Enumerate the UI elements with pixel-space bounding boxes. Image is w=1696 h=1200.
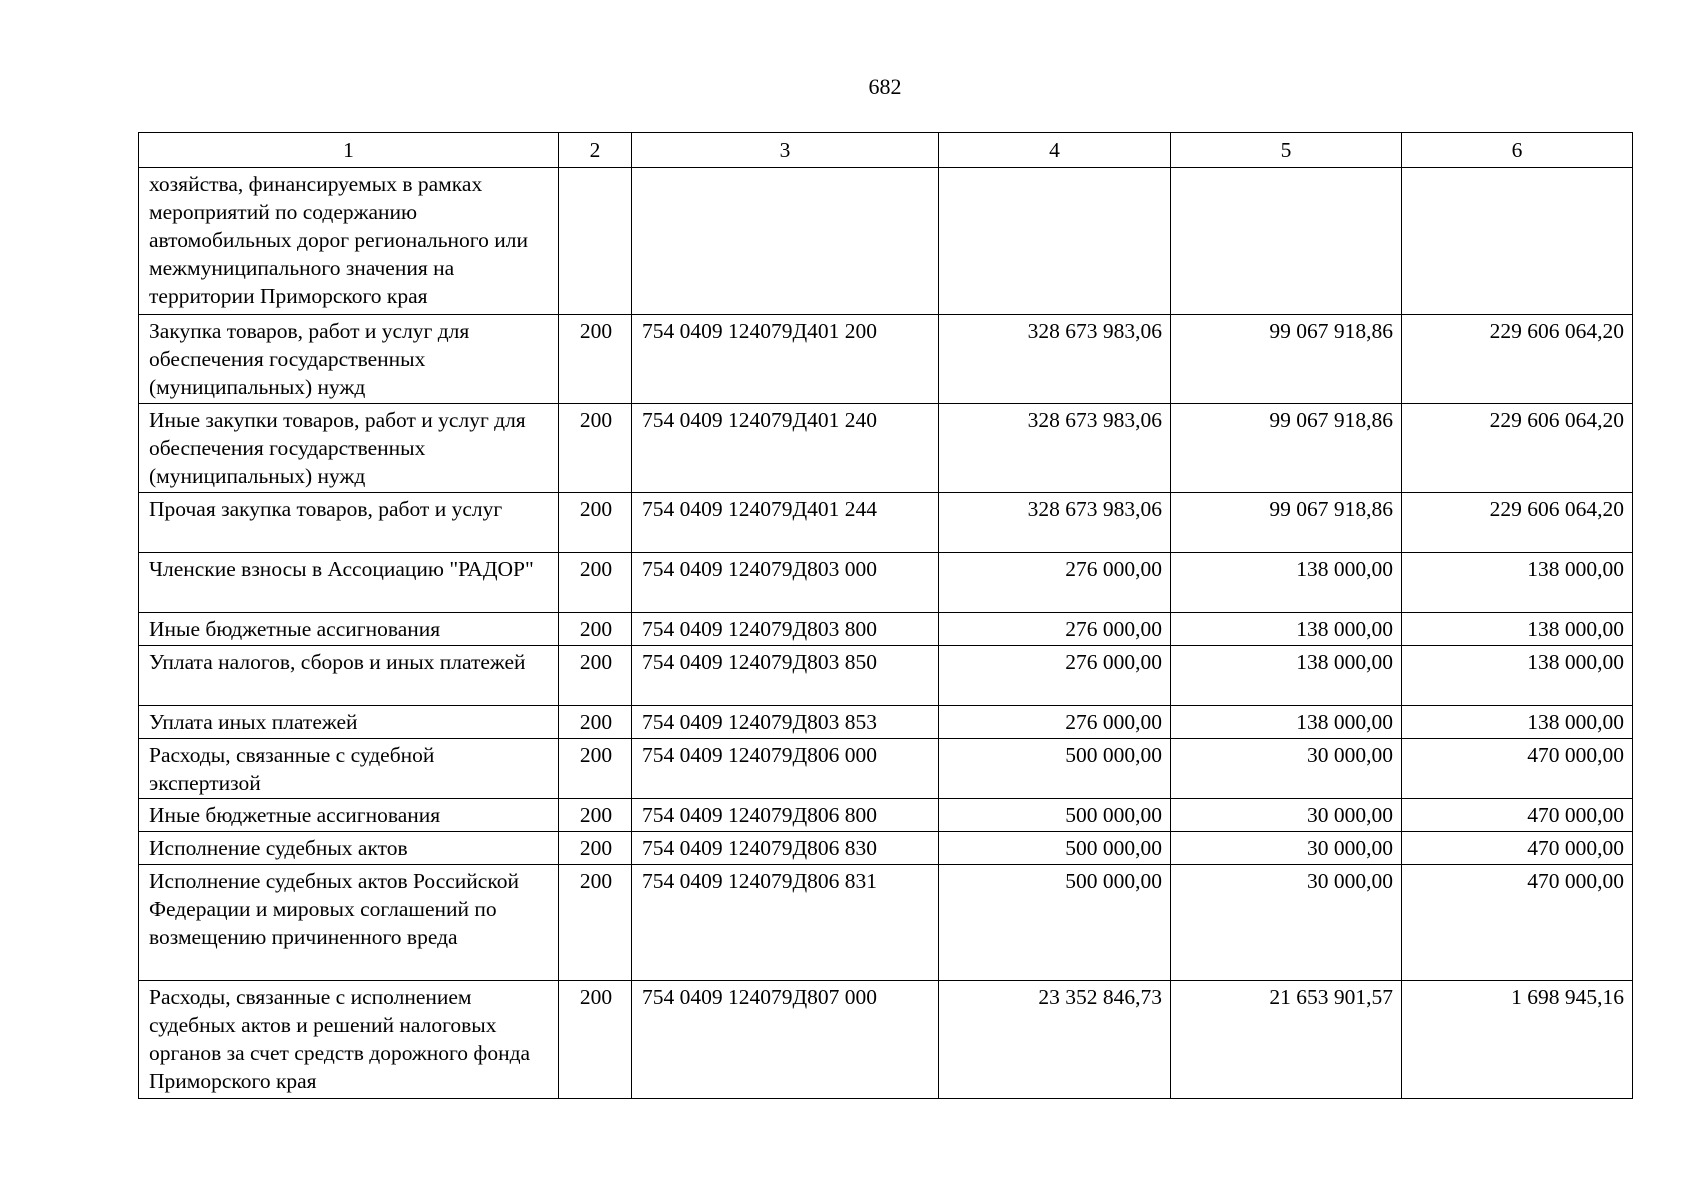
row-value-5: 99 067 918,86 bbox=[1171, 315, 1402, 404]
row-value-4: 328 673 983,06 bbox=[939, 315, 1171, 404]
row-value-4: 276 000,00 bbox=[939, 553, 1171, 613]
row-value-4: 328 673 983,06 bbox=[939, 404, 1171, 493]
row-classification: 754 0409 124079Д803 853 bbox=[632, 706, 939, 739]
page-number: 682 bbox=[868, 74, 902, 99]
row-classification: 754 0409 124079Д401 244 bbox=[632, 493, 939, 553]
row-value-4: 500 000,00 bbox=[939, 739, 1171, 799]
table-row bbox=[139, 315, 1633, 404]
row-value-6: 470 000,00 bbox=[1402, 799, 1633, 832]
table-row bbox=[139, 981, 1633, 1099]
table-row bbox=[139, 404, 1633, 493]
row-value-6: 138 000,00 bbox=[1402, 613, 1633, 646]
row-value-5: 99 067 918,86 bbox=[1171, 493, 1402, 553]
column-header-2: 2 bbox=[559, 133, 632, 168]
row-value-4: 500 000,00 bbox=[939, 865, 1171, 981]
row-name: Расходы, связанные с судебной экспертизой bbox=[139, 739, 559, 799]
row-value-5: 138 000,00 bbox=[1171, 706, 1402, 739]
column-header-3: 3 bbox=[632, 133, 939, 168]
row-code: 200 bbox=[559, 315, 632, 404]
row-value-6: 470 000,00 bbox=[1402, 865, 1633, 981]
table-row bbox=[139, 706, 1633, 739]
column-header-4: 4 bbox=[939, 133, 1171, 168]
row-classification: 754 0409 124079Д803 850 bbox=[632, 646, 939, 706]
row-value-6: 1 698 945,16 bbox=[1402, 981, 1633, 1099]
row-value-6: 229 606 064,20 bbox=[1402, 493, 1633, 553]
row-value-6 bbox=[1402, 168, 1633, 315]
row-name: Расходы, связанные с исполнением судебных актов и решений налоговых органов за счет средств дорожного фонда Приморского края bbox=[139, 981, 559, 1099]
row-name: Уплата налогов, сборов и иных платежей bbox=[139, 646, 559, 706]
row-classification: 754 0409 124079Д806 830 bbox=[632, 832, 939, 865]
row-code: 200 bbox=[559, 646, 632, 706]
table-row bbox=[139, 646, 1633, 706]
table-row bbox=[139, 865, 1633, 981]
header-row bbox=[139, 133, 1633, 168]
table-row bbox=[139, 613, 1633, 646]
row-value-4: 23 352 846,73 bbox=[939, 981, 1171, 1099]
row-value-4 bbox=[939, 168, 1171, 315]
row-code: 200 bbox=[559, 493, 632, 553]
table-row bbox=[139, 832, 1633, 865]
row-value-5: 30 000,00 bbox=[1171, 832, 1402, 865]
row-value-5 bbox=[1171, 168, 1402, 315]
row-code: 200 bbox=[559, 981, 632, 1099]
table-row bbox=[139, 168, 1633, 315]
row-value-4: 276 000,00 bbox=[939, 706, 1171, 739]
row-name: Уплата иных платежей bbox=[139, 706, 559, 739]
budget-table bbox=[138, 132, 1633, 1099]
row-value-6: 138 000,00 bbox=[1402, 553, 1633, 613]
row-code bbox=[559, 168, 632, 315]
row-value-5: 30 000,00 bbox=[1171, 739, 1402, 799]
row-value-5: 30 000,00 bbox=[1171, 799, 1402, 832]
row-classification: 754 0409 124079Д803 800 bbox=[632, 613, 939, 646]
row-name: Членские взносы в Ассоциацию "РАДОР" bbox=[139, 553, 559, 613]
row-code: 200 bbox=[559, 553, 632, 613]
row-value-5: 99 067 918,86 bbox=[1171, 404, 1402, 493]
row-value-4: 328 673 983,06 bbox=[939, 493, 1171, 553]
row-code: 200 bbox=[559, 832, 632, 865]
row-classification bbox=[632, 168, 939, 315]
row-name: Иные бюджетные ассигнования bbox=[139, 613, 559, 646]
row-value-5: 30 000,00 bbox=[1171, 865, 1402, 981]
row-value-5: 21 653 901,57 bbox=[1171, 981, 1402, 1099]
row-classification: 754 0409 124079Д806 000 bbox=[632, 739, 939, 799]
row-value-4: 276 000,00 bbox=[939, 613, 1171, 646]
row-value-4: 500 000,00 bbox=[939, 799, 1171, 832]
row-value-6: 470 000,00 bbox=[1402, 739, 1633, 799]
column-header-1: 1 bbox=[139, 133, 559, 168]
row-code: 200 bbox=[559, 404, 632, 493]
row-classification: 754 0409 124079Д401 240 bbox=[632, 404, 939, 493]
row-name: Иные бюджетные ассигнования bbox=[139, 799, 559, 832]
row-value-4: 500 000,00 bbox=[939, 832, 1171, 865]
row-value-6: 470 000,00 bbox=[1402, 832, 1633, 865]
column-header-5: 5 bbox=[1171, 133, 1402, 168]
row-value-5: 138 000,00 bbox=[1171, 646, 1402, 706]
column-header-6: 6 bbox=[1402, 133, 1633, 168]
row-classification: 754 0409 124079Д806 831 bbox=[632, 865, 939, 981]
row-name: Закупка товаров, работ и услуг для обеспечения государственных (муниципальных) нужд bbox=[139, 315, 559, 404]
row-name: Исполнение судебных актов Российской Федерации и мировых соглашений по возмещению причиненного вреда bbox=[139, 865, 559, 981]
row-classification: 754 0409 124079Д401 200 bbox=[632, 315, 939, 404]
row-code: 200 bbox=[559, 799, 632, 832]
table-row bbox=[139, 739, 1633, 799]
row-code: 200 bbox=[559, 613, 632, 646]
table-row bbox=[139, 553, 1633, 613]
row-value-6: 138 000,00 bbox=[1402, 706, 1633, 739]
row-name: хозяйства, финансируемых в рамках мероприятий по содержанию автомобильных дорог регионального или межмуниципального значения на территории Приморского края bbox=[139, 168, 559, 315]
row-value-6: 229 606 064,20 bbox=[1402, 404, 1633, 493]
row-code: 200 bbox=[559, 706, 632, 739]
row-value-6: 229 606 064,20 bbox=[1402, 315, 1633, 404]
row-value-6: 138 000,00 bbox=[1402, 646, 1633, 706]
row-value-4: 276 000,00 bbox=[939, 646, 1171, 706]
row-value-5: 138 000,00 bbox=[1171, 613, 1402, 646]
row-classification: 754 0409 124079Д806 800 bbox=[632, 799, 939, 832]
table-row bbox=[139, 493, 1633, 553]
row-code: 200 bbox=[559, 865, 632, 981]
row-value-5: 138 000,00 bbox=[1171, 553, 1402, 613]
row-classification: 754 0409 124079Д807 000 bbox=[632, 981, 939, 1099]
row-name: Прочая закупка товаров, работ и услуг bbox=[139, 493, 559, 553]
row-code: 200 bbox=[559, 739, 632, 799]
table-row bbox=[139, 799, 1633, 832]
row-name: Иные закупки товаров, работ и услуг для обеспечения государственных (муниципальных) нужд bbox=[139, 404, 559, 493]
row-classification: 754 0409 124079Д803 000 bbox=[632, 553, 939, 613]
row-name: Исполнение судебных актов bbox=[139, 832, 559, 865]
